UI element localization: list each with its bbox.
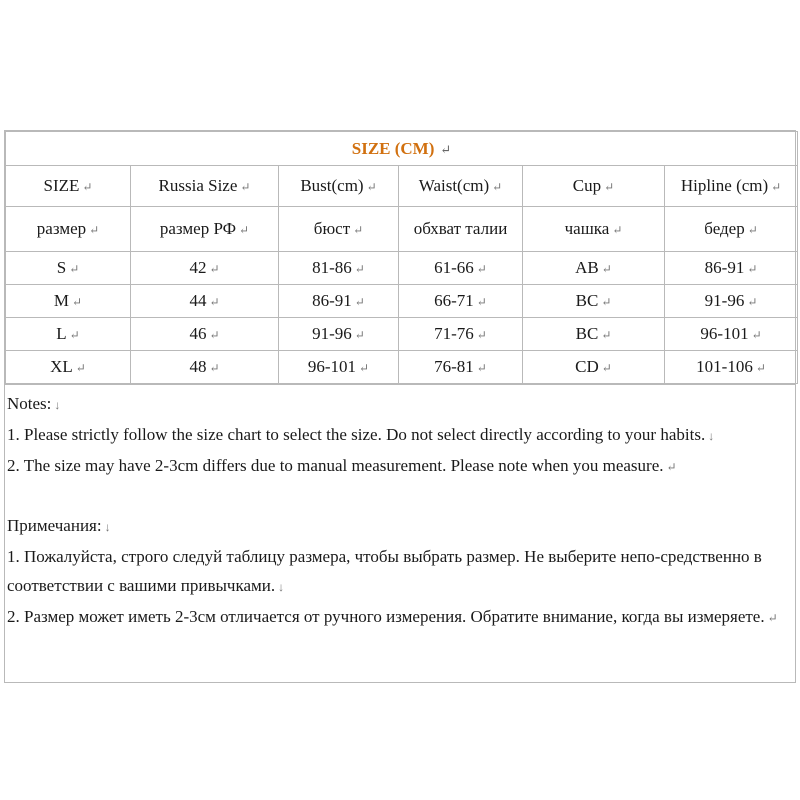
table-cell: CD ↵ xyxy=(523,351,665,384)
notes-section xyxy=(5,384,795,633)
table-cell: 91-96 ↵ xyxy=(665,285,798,318)
paragraph-mark-icon: ↵ xyxy=(666,460,677,474)
paragraph-mark-icon: ↵ xyxy=(359,361,370,375)
header-cell: Hipline (cm) ↵ xyxy=(665,166,798,207)
header-cell-ru: размер ↵ xyxy=(6,207,131,252)
line-break-icon: ↓ xyxy=(278,580,285,594)
table-cell: 71-76 ↵ xyxy=(399,318,523,351)
table-cell: L ↵ xyxy=(6,318,131,351)
header-cell: Cup ↵ xyxy=(523,166,665,207)
table-cell: 44 ↵ xyxy=(131,285,279,318)
table-cell: 96-101 ↵ xyxy=(279,351,399,384)
header-cell-ru: чашка ↵ xyxy=(523,207,665,252)
notes-heading: Notes: ↓ xyxy=(7,394,61,413)
paragraph-mark-icon: ↵ xyxy=(89,223,100,237)
notes-heading-ru: Примечания: ↓ xyxy=(7,516,111,535)
paragraph-mark-icon: ↵ xyxy=(476,262,487,276)
paragraph-mark-icon: ↵ xyxy=(476,295,487,309)
header-row xyxy=(6,166,798,207)
paragraph-mark-icon: ↵ xyxy=(612,223,623,237)
table-cell: 101-106 ↵ xyxy=(665,351,798,384)
header-row-ru xyxy=(6,207,798,252)
line-break-icon: ↓ xyxy=(54,398,61,412)
paragraph-mark-icon: ↵ xyxy=(366,180,377,194)
notes-item-ru: 2. Размер может иметь 2-3см отличается от ручного измерения. Обратите внимание, когда вы измеряете. ↵ xyxy=(7,607,778,626)
table-cell: 91-96 ↵ xyxy=(279,318,399,351)
header-cell: Bust(cm) ↵ xyxy=(279,166,399,207)
header-cell-ru: размер РФ ↵ xyxy=(131,207,279,252)
table-title xyxy=(6,132,798,166)
paragraph-mark-icon: ↵ xyxy=(354,328,365,342)
paragraph-mark-icon: ↵ xyxy=(440,141,452,157)
header-cell: Russia Size ↵ xyxy=(131,166,279,207)
table-title-text: SIZE (CM) xyxy=(351,138,435,158)
paragraph-mark-icon: ↵ xyxy=(601,328,612,342)
table-cell: BC ↵ xyxy=(523,285,665,318)
paragraph-mark-icon: ↵ xyxy=(75,361,86,375)
table-cell: 86-91 ↵ xyxy=(279,285,399,318)
table-cell: S ↵ xyxy=(6,252,131,285)
paragraph-mark-icon: ↵ xyxy=(767,611,778,625)
paragraph-mark-icon: ↵ xyxy=(72,295,83,309)
paragraph-mark-icon: ↵ xyxy=(492,180,503,194)
paragraph-mark-icon: ↵ xyxy=(239,223,250,237)
table-cell: 86-91 ↵ xyxy=(665,252,798,285)
table-cell: 42 ↵ xyxy=(131,252,279,285)
paragraph-mark-icon: ↵ xyxy=(771,180,782,194)
header-cell-ru: бюст ↵ xyxy=(279,207,399,252)
table-cell: BC ↵ xyxy=(523,318,665,351)
table-cell: AB ↵ xyxy=(523,252,665,285)
line-break-icon: ↓ xyxy=(104,520,111,534)
paragraph-mark-icon: ↵ xyxy=(209,328,220,342)
size-chart-document xyxy=(4,130,796,683)
paragraph-mark-icon: ↵ xyxy=(240,180,251,194)
paragraph-mark-icon: ↵ xyxy=(751,328,762,342)
spacer xyxy=(7,482,793,511)
paragraph-mark-icon: ↵ xyxy=(747,262,758,276)
notes-item: 2. The size may have 2-3cm differs due to manual measurement. Please note when you measure. ↵ xyxy=(7,456,677,475)
notes-item: 1. Please strictly follow the size chart to select the size. Do not select directly according to your habits. ↓ xyxy=(7,425,715,444)
header-cell: Waist(cm) ↵ xyxy=(399,166,523,207)
table-cell: M ↵ xyxy=(6,285,131,318)
table-cell: XL ↵ xyxy=(6,351,131,384)
paragraph-mark-icon: ↵ xyxy=(209,361,220,375)
paragraph-mark-icon: ↵ xyxy=(354,262,365,276)
paragraph-mark-icon: ↵ xyxy=(209,262,220,276)
paragraph-mark-icon: ↵ xyxy=(354,295,365,309)
paragraph-mark-icon: ↵ xyxy=(747,223,758,237)
paragraph-mark-icon: ↵ xyxy=(69,328,80,342)
table-cell: 46 ↵ xyxy=(131,318,279,351)
paragraph-mark-icon: ↵ xyxy=(747,295,758,309)
paragraph-mark-icon: ↵ xyxy=(601,361,612,375)
table-row xyxy=(6,252,798,285)
paragraph-mark-icon: ↵ xyxy=(601,262,612,276)
table-row xyxy=(6,351,798,384)
paragraph-mark-icon: ↵ xyxy=(604,180,615,194)
table-row xyxy=(6,285,798,318)
paragraph-mark-icon: ↵ xyxy=(209,295,220,309)
paragraph-mark-icon: ↵ xyxy=(476,361,487,375)
paragraph-mark-icon: ↵ xyxy=(353,223,364,237)
paragraph-mark-icon: ↵ xyxy=(69,262,80,276)
table-row xyxy=(6,318,798,351)
table-cell: 96-101 ↵ xyxy=(665,318,798,351)
header-cell-ru: обхват талии xyxy=(399,207,523,252)
paragraph-mark-icon: ↵ xyxy=(82,180,93,194)
table-cell: 61-66 ↵ xyxy=(399,252,523,285)
paragraph-mark-icon: ↵ xyxy=(755,361,766,375)
header-cell: SIZE ↵ xyxy=(6,166,131,207)
header-cell-ru: бедер ↵ xyxy=(665,207,798,252)
line-break-icon: ↓ xyxy=(708,429,715,443)
notes-item-ru: 1. Пожалуйста, строго следуй таблицу размера, чтобы выбрать размер. Не выберите непо-средственно в соответствии с вашими привычками. ↓ xyxy=(7,547,762,595)
table-cell: 48 ↵ xyxy=(131,351,279,384)
table-cell: 66-71 ↵ xyxy=(399,285,523,318)
table-cell: 81-86 ↵ xyxy=(279,252,399,285)
size-table xyxy=(5,131,798,384)
paragraph-mark-icon: ↵ xyxy=(601,295,612,309)
table-cell: 76-81 ↵ xyxy=(399,351,523,384)
paragraph-mark-icon: ↵ xyxy=(476,328,487,342)
